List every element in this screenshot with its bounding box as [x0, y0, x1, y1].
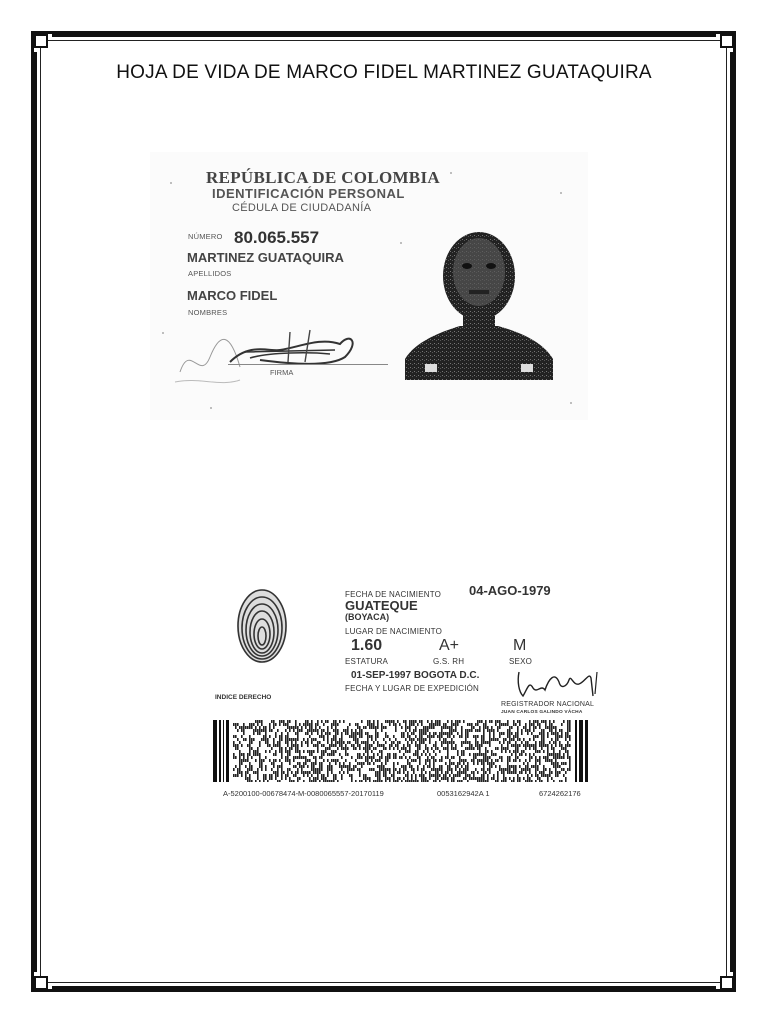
border-corner-tl [34, 34, 48, 48]
signature-label: FIRMA [270, 368, 294, 377]
height-value: 1.60 [351, 637, 383, 654]
border-bar-bottom [52, 986, 716, 992]
fingerprint-icon [235, 584, 289, 664]
number-label: NÚMERO [188, 232, 223, 241]
barcode-code-mid: 0053162942A 1 [437, 789, 490, 798]
registrar-label: REGISTRADOR NACIONAL [501, 701, 595, 708]
border-bar-left [31, 52, 37, 972]
card-country: REPÚBLICA DE COLOMBIA [206, 168, 440, 187]
birth-region-value: (BOYACA) [345, 612, 390, 622]
id-number: 80.065.557 [234, 228, 320, 247]
border-bar-top [52, 31, 716, 37]
pdf417-barcode-icon [213, 720, 588, 782]
registrar-signature-icon [515, 668, 603, 700]
blood-type-label: G.S. RH [433, 657, 465, 666]
border-bar-right [730, 52, 736, 972]
issue-info-value: 01-SEP-1997 BOGOTA D.C. [351, 670, 480, 681]
birth-city-value: GUATEQUE [345, 598, 418, 613]
border-corner-tr [720, 34, 734, 48]
given-names-label: NOMBRES [188, 308, 228, 317]
card-doc-type: CÉDULA DE CIUDADANÍA [232, 202, 372, 214]
surname-label: APELLIDOS [188, 269, 232, 278]
given-names-value: MARCO FIDEL [187, 288, 278, 303]
border-corner-bl [34, 976, 48, 990]
birth-date-label: FECHA DE NACIMIENTO [345, 590, 442, 599]
blood-type-value: A+ [439, 637, 460, 654]
portrait-photo-icon [405, 214, 553, 380]
sex-value: M [513, 637, 527, 654]
barcode-code-left: A-5200100-00678474-M-0080065557-20170119 [223, 789, 384, 798]
border-corner-br [720, 976, 734, 990]
issue-label: FECHA Y LUGAR DE EXPEDICIÓN [345, 684, 480, 693]
birth-date-value: 04-AGO-1979 [469, 583, 551, 598]
card-heading: IDENTIFICACIÓN PERSONAL [212, 186, 405, 201]
id-card-back [205, 574, 603, 806]
registrar-name: JUAN CARLOS GALINDO VÁCHA [501, 710, 583, 715]
barcode-code-right: 6724262176 [539, 789, 581, 798]
document-title: HOJA DE VIDA DE MARCO FIDEL MARTINEZ GUATAQUIRA [116, 62, 652, 83]
surname-value: MARTINEZ GUATAQUIRA [187, 250, 344, 265]
birth-place-label: LUGAR DE NACIMIENTO [345, 627, 442, 636]
id-card-front [150, 152, 588, 420]
fingerprint-label: INDICE DERECHO [215, 694, 272, 701]
signature-icon [170, 322, 410, 392]
height-label: ESTATURA [345, 657, 389, 666]
sex-label: SEXO [509, 657, 533, 666]
